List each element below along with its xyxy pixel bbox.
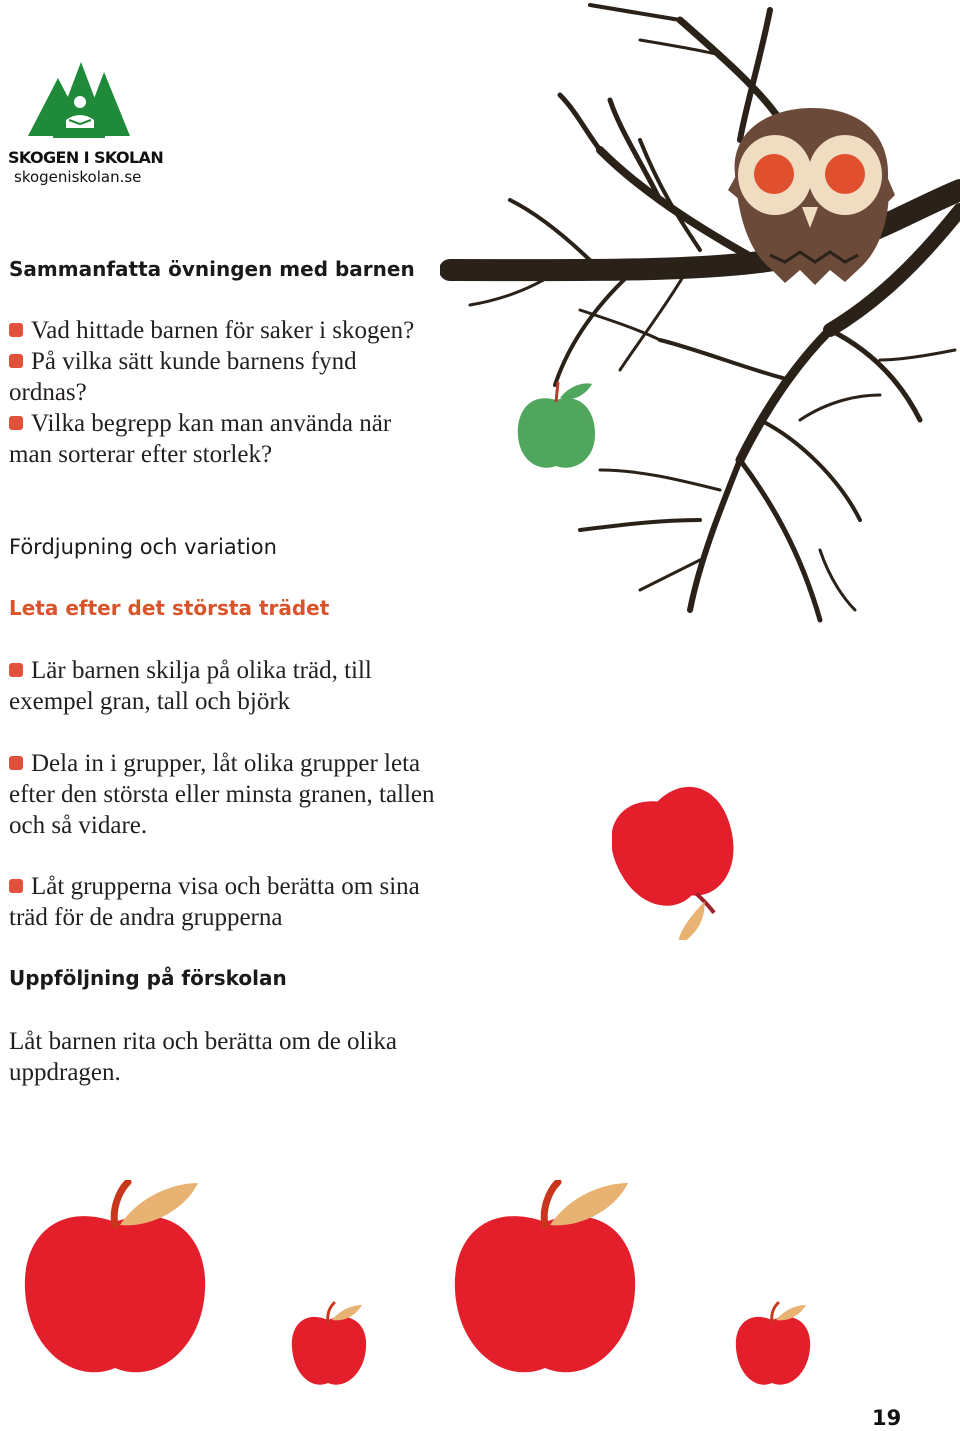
logo-name: SKOGEN I SKOLAN: [8, 148, 164, 167]
list-item: Vilka begrepp kan man använda när man sorterar efter storlek?: [9, 410, 392, 468]
list-item: På vilka sätt kunde barnens fynd ordnas?: [9, 348, 357, 406]
bullet-icon: [9, 756, 23, 770]
green-apple-icon: [518, 382, 595, 468]
small-apple-icon: [290, 1300, 370, 1390]
bullet-icon: [9, 879, 23, 893]
followup-text: Låt barnen rita och berätta om de olika uppdragen.: [9, 1028, 398, 1086]
bullet-icon: [9, 663, 23, 677]
list-item: Dela in i grupper, låt olika grupper leta efter den största eller minsta granen, tallen och så vidare.: [9, 750, 435, 839]
tree-branch-illustration: [440, 0, 960, 640]
list-item: Låt grupperna visa och berätta om sina träd för de andra grupperna: [9, 873, 420, 931]
forest-logo-icon: [8, 58, 153, 148]
big-apple-icon: [450, 1180, 650, 1390]
list-item: Lär barnen skilja på olika träd, till exempel gran, tall och björk: [9, 657, 372, 715]
small-apple-icon: [734, 1300, 814, 1390]
list-item: Vad hittade barnen för saker i skogen?: [9, 315, 439, 346]
big-apple-icon: [20, 1180, 220, 1390]
bullet-icon: [9, 354, 23, 368]
logo: [8, 58, 164, 188]
bullet-icon: [9, 416, 23, 430]
summary-list: [9, 315, 439, 470]
summary-heading: Sammanfatta övningen med barnen: [9, 257, 415, 281]
page-number: 19: [872, 1406, 902, 1430]
logo-url: skogeniskolan.se: [14, 168, 142, 186]
deepening-subheading: Leta efter det största trädet: [9, 596, 330, 620]
bullet-icon: [9, 323, 23, 337]
deepening-heading: Fördjupning och variation: [9, 535, 277, 559]
falling-apple-icon: [612, 770, 742, 940]
followup-heading: Uppföljning på förskolan: [9, 966, 287, 990]
